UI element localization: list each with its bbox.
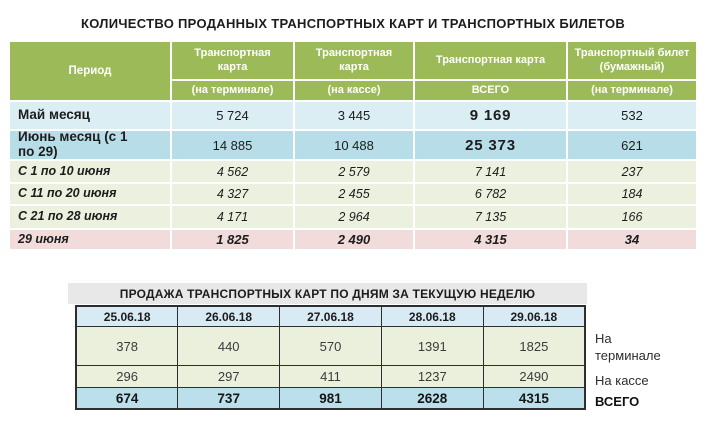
t2-value-cell: 1391 <box>381 327 483 366</box>
t1-cell-period: С 11 по 20 июня <box>10 184 170 204</box>
t1-cell-value: 4 562 <box>172 161 293 182</box>
t1-cell-value: 4 171 <box>172 206 293 228</box>
t1-header-card-total: Транспортная карта <box>415 42 566 79</box>
t1-header-paper-ticket: Транспортный билет (бумажный) <box>568 42 696 79</box>
t2-value-cell: 411 <box>280 366 382 388</box>
table-row <box>76 327 585 366</box>
t1-cell-period: Июнь месяц (с 1 по 29) <box>10 131 170 159</box>
t1-cell-value: 3 445 <box>295 102 413 129</box>
t2-date-cell: 25.06.18 <box>76 306 178 327</box>
t1-cell-period: С 1 по 10 июня <box>10 161 170 182</box>
table2 <box>75 305 586 410</box>
t2-value-cell: 2490 <box>483 366 585 388</box>
t1-header-card-terminal: Транспортная карта <box>172 42 293 79</box>
t1-cell-value: 532 <box>568 102 696 129</box>
weekly-sales-section <box>68 283 705 410</box>
t1-cell-value: 25 373 <box>415 131 566 159</box>
t1-header-period: Период <box>10 42 170 100</box>
t2-total-cell: 2628 <box>381 388 483 410</box>
t2-total-cell: 981 <box>280 388 382 410</box>
t2-total-cell: 737 <box>178 388 280 410</box>
t2-row-label-terminal: На терминале <box>595 331 661 363</box>
t2-value-cell: 570 <box>280 327 382 366</box>
t2-date-cell: 29.06.18 <box>483 306 585 327</box>
t2-value-cell: 440 <box>178 327 280 366</box>
t1-cell-value: 14 885 <box>172 131 293 159</box>
t1-cell-value: 9 169 <box>415 102 566 129</box>
t1-cell-value: 5 724 <box>172 102 293 129</box>
t1-cell-value: 2 490 <box>295 230 413 249</box>
t2-value-cell: 297 <box>178 366 280 388</box>
table1-title: КОЛИЧЕСТВО ПРОДАННЫХ ТРАНСПОРТНЫХ КАРТ И ТРАНСПОРТНЫХ БИЛЕТОВ <box>80 15 626 31</box>
table-row <box>76 388 585 410</box>
t2-row-label-total: ВСЕГО <box>595 394 640 409</box>
t2-value-cell: 1825 <box>483 327 585 366</box>
t2-date-cell: 26.06.18 <box>178 306 280 327</box>
t1-cell-period: С 21 по 28 июня <box>10 206 170 228</box>
t1-cell-value: 7 141 <box>415 161 566 182</box>
t2-date-cell: 28.06.18 <box>381 306 483 327</box>
t2-date-cell: 27.06.18 <box>280 306 382 327</box>
t2-row-label-kassa: На кассе <box>595 373 649 388</box>
t1-cell-value: 237 <box>568 161 696 182</box>
t1-cell-period: Май месяц <box>10 102 170 129</box>
t1-cell-value: 4 315 <box>415 230 566 249</box>
t1-cell-value: 6 782 <box>415 184 566 204</box>
t1-subheader-paper-ticket: (на терминале) <box>568 81 696 100</box>
t1-cell-value: 166 <box>568 206 696 228</box>
t2-value-cell: 378 <box>76 327 178 366</box>
t1-cell-value: 1 825 <box>172 230 293 249</box>
table-row <box>76 366 585 388</box>
t1-cell-value: 4 327 <box>172 184 293 204</box>
t1-cell-value: 7 135 <box>415 206 566 228</box>
table2-title: ПРОДАЖА ТРАНСПОРТНЫХ КАРТ ПО ДНЯМ ЗА ТЕКУЩУЮ НЕДЕЛЮ <box>68 283 587 304</box>
t2-total-cell: 4315 <box>483 388 585 410</box>
t1-cell-value: 34 <box>568 230 696 249</box>
t1-cell-value: 621 <box>568 131 696 159</box>
t1-cell-value: 184 <box>568 184 696 204</box>
t2-value-cell: 296 <box>76 366 178 388</box>
t2-value-cell: 1237 <box>381 366 483 388</box>
t1-cell-value: 2 964 <box>295 206 413 228</box>
table1 <box>10 42 696 249</box>
t1-subheader-card-kassa: (на кассе) <box>295 81 413 100</box>
t1-cell-period: 29 июня <box>10 230 170 249</box>
t1-cell-value: 10 488 <box>295 131 413 159</box>
table-row <box>76 306 585 327</box>
t1-cell-value: 2 455 <box>295 184 413 204</box>
t1-cell-value: 2 579 <box>295 161 413 182</box>
t1-header-card-kassa: Транспортная карта <box>295 42 413 79</box>
t1-subheader-card-terminal: (на терминале) <box>172 81 293 100</box>
t2-total-cell: 674 <box>76 388 178 410</box>
t1-subheader-card-total: ВСЕГО <box>415 81 566 100</box>
sales-summary-section <box>10 10 696 249</box>
